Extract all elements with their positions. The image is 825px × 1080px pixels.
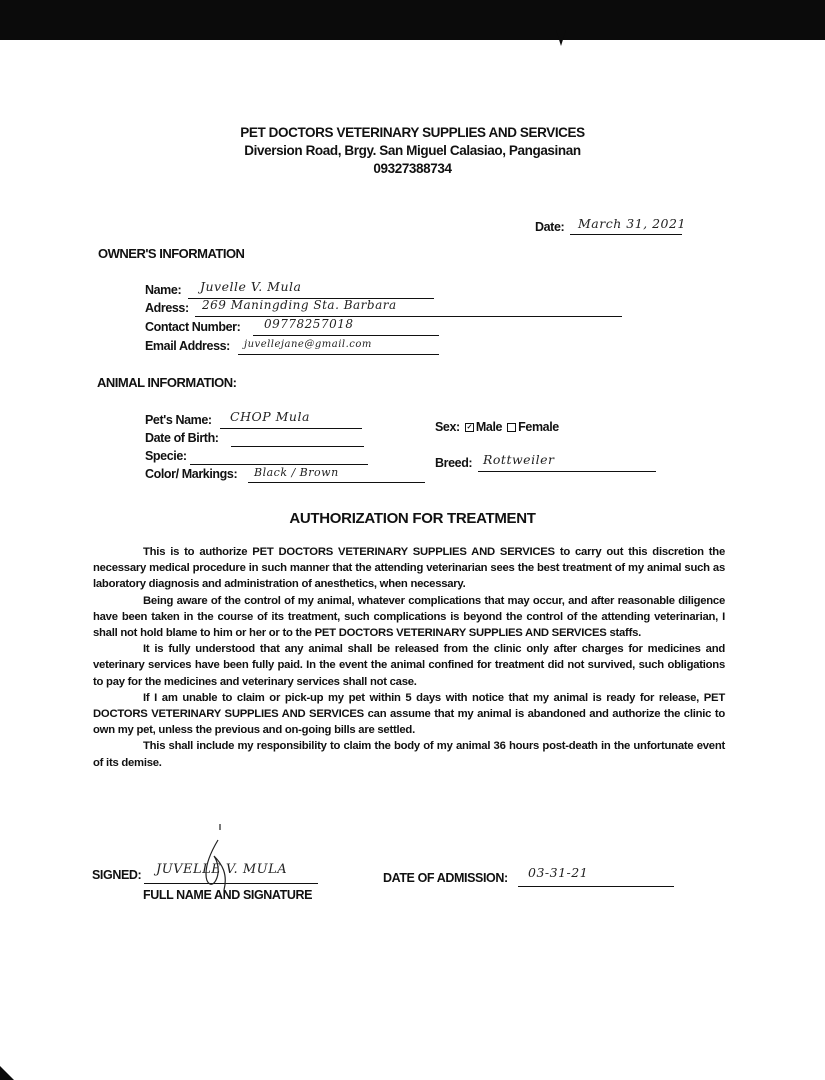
owner-section-heading: OWNER'S INFORMATION bbox=[98, 246, 245, 261]
male-checkbox[interactable]: ✓ bbox=[466, 424, 473, 432]
owner-email-label: Email Address: bbox=[145, 339, 230, 353]
female-option-label: Female bbox=[518, 420, 559, 434]
breed-label: Breed: bbox=[435, 456, 473, 470]
admission-date-label: DATE OF ADMISSION: bbox=[383, 871, 508, 885]
signature-caption: FULL NAME AND SIGNATURE bbox=[143, 888, 313, 902]
color-markings-label: Color/ Markings: bbox=[145, 467, 238, 481]
owner-address-label: Adress: bbox=[145, 301, 189, 315]
male-option-label: Male bbox=[475, 420, 503, 434]
color-markings-line bbox=[248, 482, 425, 483]
owner-name-value[interactable]: Juvelle V. Mula bbox=[200, 279, 302, 294]
owner-name-label: Name: bbox=[145, 283, 182, 297]
business-address: Diversion Road, Brgy. San Miguel Calasiao, Pangasinan bbox=[244, 143, 581, 158]
owner-contact-label: Contact Number: bbox=[145, 320, 241, 334]
admission-date-line bbox=[518, 886, 674, 887]
owner-contact-value[interactable]: 09778257018 bbox=[264, 317, 354, 331]
date-line bbox=[570, 234, 682, 235]
paragraph-complications: Being aware of the control of my animal, whatever complications that may occur, and after reasonable diligence have been taken in the course of its treatment, such complications is beyond the control of the attending veterinarian, I shall not hold blame to him or her or to the PET DOCTORS VETERINARY SUPPLIES AND SERVICES staffs. bbox=[93, 594, 725, 640]
owner-address-value[interactable]: 269 Maningding Sta. Barbara bbox=[202, 298, 397, 312]
owner-contact-line bbox=[253, 335, 439, 336]
species-line bbox=[190, 464, 368, 465]
species-label: Specie: bbox=[145, 449, 187, 463]
date-value[interactable]: March 31, 2021 bbox=[578, 216, 686, 231]
signed-name-value[interactable]: JUVELLE V. MULA bbox=[156, 862, 288, 877]
business-phone: 09327388734 bbox=[373, 161, 452, 176]
pet-name-line bbox=[220, 428, 362, 429]
admission-date-value[interactable]: 03-31-21 bbox=[528, 865, 589, 880]
breed-value[interactable]: Rottweiler bbox=[483, 452, 555, 467]
animal-section-heading: ANIMAL INFORMATION: bbox=[97, 375, 237, 390]
dob-line bbox=[231, 446, 364, 447]
paragraph-authorize: This is to authorize PET DOCTORS VETERINARY SUPPLIES AND SERVICES to carry out this discretion the necessary medical procedure in such manner that the attending veterinarian sees the best treatment of my animal such as laboratory diagnosis and administration of anesthetics, when necessary. bbox=[93, 546, 725, 591]
sex-field bbox=[435, 420, 559, 434]
date-label: Date: bbox=[535, 220, 565, 234]
color-markings-value[interactable]: Black / Brown bbox=[254, 466, 339, 479]
paragraph-release-charges: It is fully understood that any animal shall be released from the clinic only after charges for medicines and veterinary services have been fully paid. In the event the animal confined for treatment did not survived, such obligations to pay for the medicines and veterinary services shall not case. bbox=[93, 643, 725, 688]
authorization-title: AUTHORIZATION FOR TREATMENT bbox=[289, 510, 536, 527]
business-name: PET DOCTORS VETERINARY SUPPLIES AND SERVICES bbox=[240, 125, 585, 140]
authorization-body bbox=[93, 544, 725, 771]
signature-scribble bbox=[192, 822, 232, 892]
sex-label: Sex: bbox=[435, 420, 460, 434]
owner-email-value[interactable]: juvellejane@gmail.com bbox=[244, 339, 372, 350]
owner-email-line bbox=[238, 354, 439, 355]
owner-address-line bbox=[195, 316, 622, 317]
signed-label: SIGNED: bbox=[92, 868, 142, 882]
pet-name-label: Pet's Name: bbox=[145, 413, 212, 427]
breed-line bbox=[478, 471, 656, 472]
paragraph-abandonment: If I am unable to claim or pick-up my pet within 5 days with notice that my animal is ready for release, PET DOCTORS VETERINARY SUPPLIES AND SERVICES can assume that my animal is abandoned and authorize the clinic to own my pet, unless the previous and on-going bills are settled. bbox=[93, 691, 725, 737]
paragraph-post-death: This shall include my responsibility to claim the body of my animal 36 hours post-death in the unfortunate event of its demise. bbox=[93, 740, 725, 769]
female-checkbox[interactable] bbox=[507, 423, 516, 432]
pet-name-value[interactable]: CHOP Mula bbox=[230, 409, 310, 424]
dob-label: Date of Birth: bbox=[145, 431, 219, 445]
scan-corner bbox=[0, 1066, 14, 1080]
